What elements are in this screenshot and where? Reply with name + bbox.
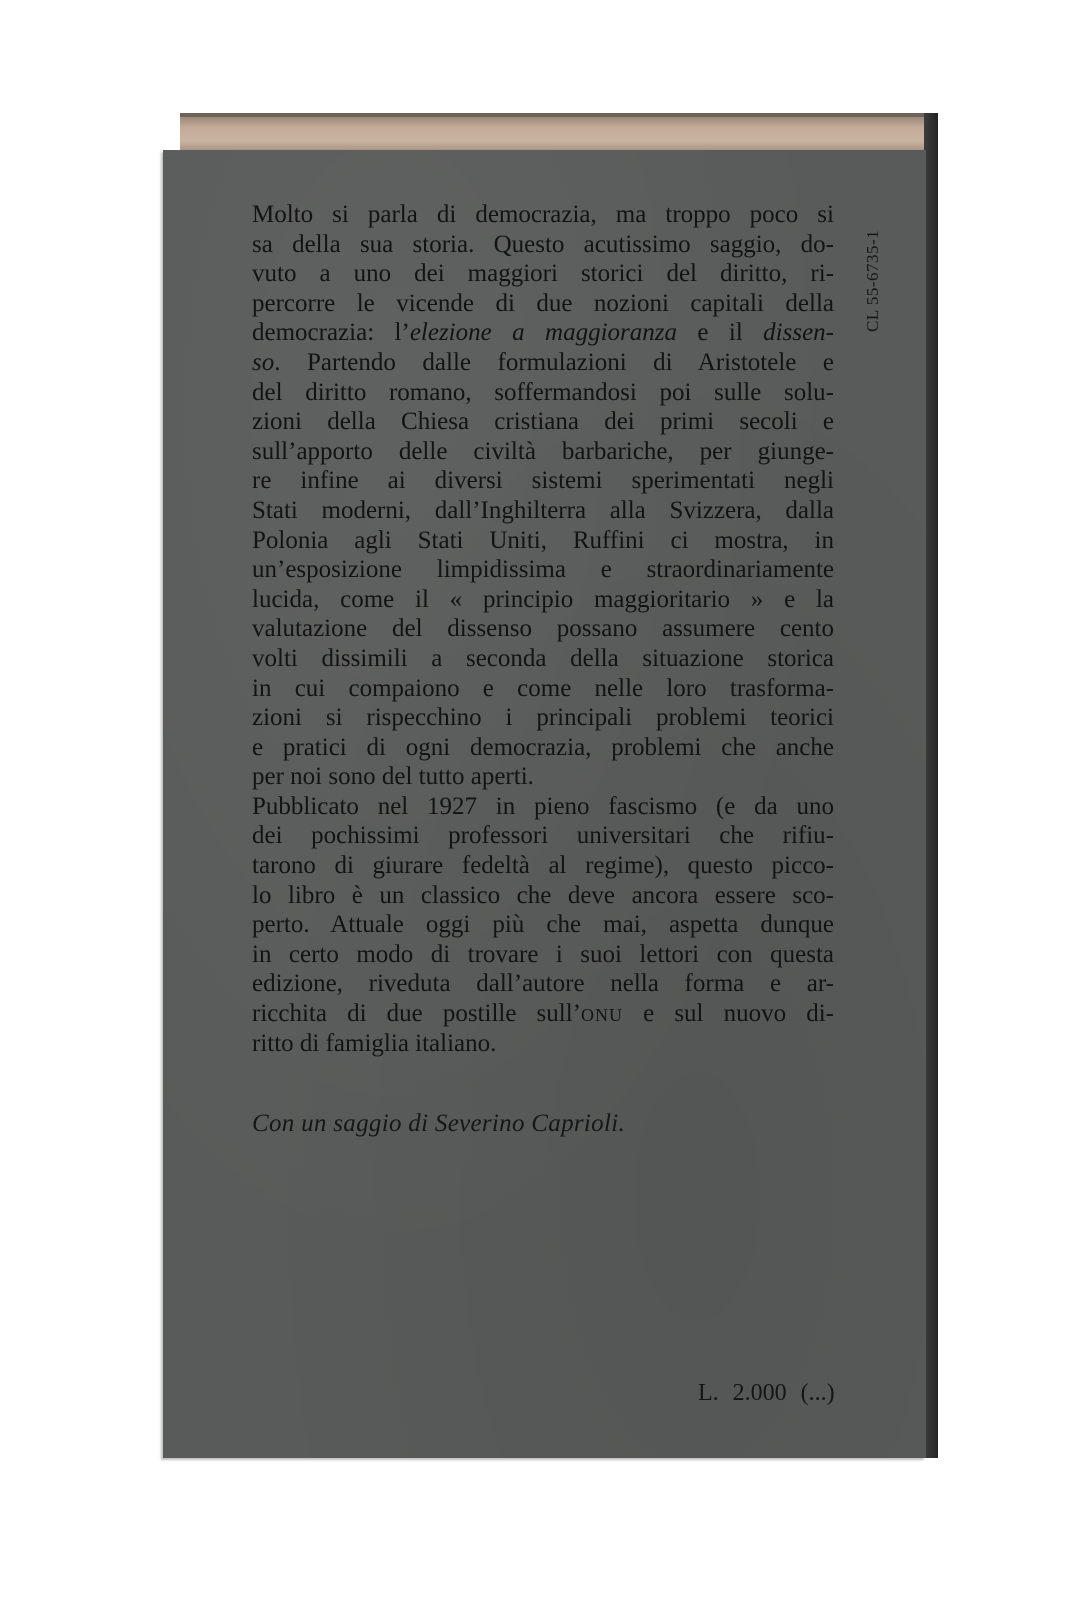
blurb-fragment: e sul nuovo di- bbox=[623, 1000, 834, 1028]
blurb-italic: so bbox=[252, 348, 275, 376]
blurb-line: re infine ai diversi sistemi sperimentati negli bbox=[252, 467, 834, 495]
blurb-line: in certo modo di trovare i suoi lettori con questa bbox=[252, 940, 834, 968]
blurb-line: Pubblicato nel 1927 in pieno fascismo (e da uno bbox=[252, 792, 834, 820]
blurb-line: zioni della Chiesa cristiana dei primi secoli e bbox=[252, 408, 834, 436]
blurb-line bbox=[252, 318, 834, 348]
blurb-fragment: e il bbox=[676, 319, 764, 347]
blurb-line: volti dissimili a seconda della situazione storica bbox=[252, 644, 834, 672]
blurb-line: Molto si parla di democrazia, ma troppo poco si bbox=[252, 201, 834, 228]
blurb-line: vuto a uno dei maggiori storici del diritto, ri- bbox=[252, 260, 834, 288]
blurb-italic: elezione a maggioranza bbox=[409, 319, 677, 347]
essay-credit: Con un saggio di Severino Caprioli. bbox=[252, 1110, 625, 1137]
blurb-line: per noi sono del tutto aperti. bbox=[252, 763, 534, 791]
blurb-line: e pratici di ogni democrazia, problemi che anche bbox=[252, 733, 834, 761]
blurb-fragment: ricchita di due postille sull’ bbox=[252, 1000, 581, 1028]
blurb-line bbox=[252, 348, 834, 378]
catalog-code: CL 55-6735-1 bbox=[863, 229, 882, 332]
blurb-line: lo libro è un classico che deve ancora essere sco- bbox=[252, 881, 834, 909]
blurb-fragment: . Partendo dalle formulazioni di Aristotele e bbox=[274, 348, 834, 376]
blurb-line: percorre le vicende di due nozioni capitali della bbox=[252, 289, 834, 317]
blurb-text bbox=[252, 200, 834, 1058]
blurb-line: perto. Attuale oggi più che mai, aspetta dunque bbox=[252, 911, 834, 939]
blurb-italic: dissen- bbox=[763, 319, 834, 347]
blurb-line bbox=[252, 999, 834, 1029]
blurb-line: lucida, come il « principio maggioritario » e la bbox=[252, 585, 834, 613]
blurb-line: Polonia agli Stati Uniti, Ruffini ci mostra, in bbox=[252, 526, 834, 554]
blurb-line: ritto di famiglia italiano. bbox=[252, 1029, 497, 1057]
price-label: L. 2.000 (...) bbox=[698, 1380, 835, 1406]
book-spine-edge bbox=[924, 113, 938, 1458]
blurb-fragment: democrazia: l’ bbox=[252, 319, 410, 347]
blurb-line: un’esposizione limpidissima e straordinariamente bbox=[252, 556, 834, 584]
blurb-line: Stati moderni, dall’Inghilterra alla Svizzera, dalla bbox=[252, 496, 834, 524]
blurb-line: sull’apporto delle civiltà barbariche, per giunge- bbox=[252, 437, 834, 465]
blurb-line: del diritto romano, soffermandosi poi sulle solu- bbox=[252, 378, 834, 406]
blurb-line: valutazione del dissenso possano assumere cento bbox=[252, 615, 834, 643]
book-page-edges bbox=[180, 113, 937, 153]
blurb-line: in cui compaiono e come nelle loro trasforma- bbox=[252, 674, 834, 702]
blurb-line: sa della sua storia. Questo acutissimo saggio, do- bbox=[252, 230, 834, 258]
blurb-line: tarono di giurare fedeltà al regime), questo picco- bbox=[252, 852, 834, 880]
blurb-smallcaps: ONU bbox=[581, 1005, 623, 1026]
blurb-line: dei pochissimi professori universitari che rifiu- bbox=[252, 822, 834, 850]
blurb-line: edizione, riveduta dall’autore nella forma e ar- bbox=[252, 970, 834, 998]
blurb-line: zioni si rispecchino i principali problemi teorici bbox=[252, 704, 834, 732]
